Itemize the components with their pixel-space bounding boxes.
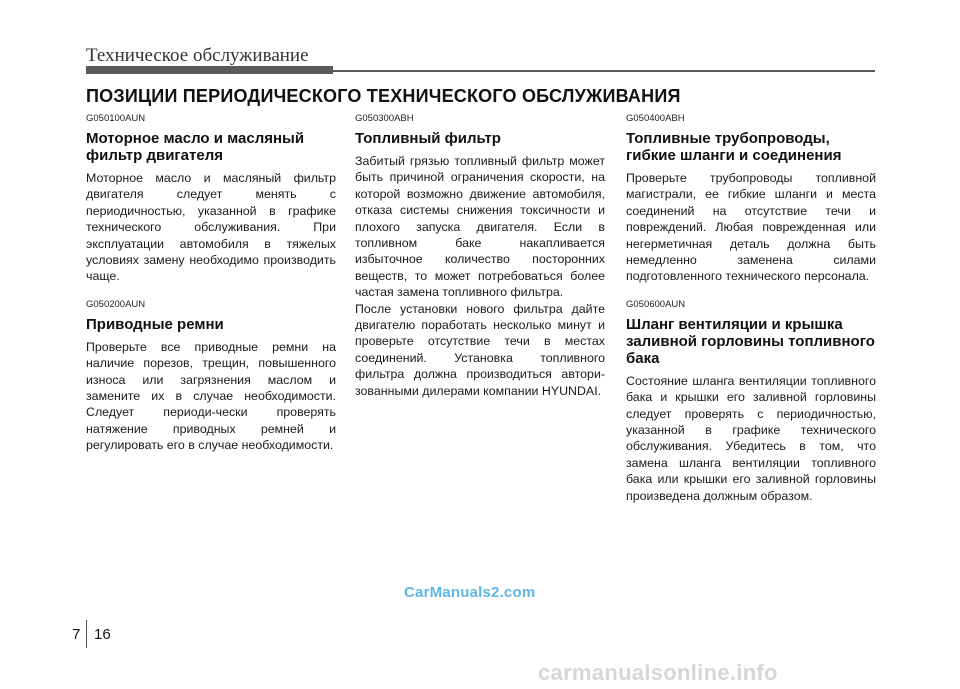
section-body: Моторное масло и масляный фильтр двигателя следует менять с периодичностью, указанной в графике технического обслуживания. При эксплуатации автомобиля в тяжелых условиях замену необходимо производить чаще.: [86, 171, 336, 284]
page-header-title: Техническое обслуживание: [86, 45, 309, 66]
section-code: G050300ABH: [355, 113, 414, 124]
header-rule-thin: [333, 70, 875, 72]
section-body: Проверьте трубопроводы топливной магистрали, ее гибкие шланги и места соединений на отсутствие течи и повреждений. Любая поврежденная или негерметичная деталь должна быть немедленно заменена силами подготовленного технического персонала.: [626, 171, 876, 284]
section-heading: Топливный фильтр: [355, 130, 501, 147]
section-heading: Шланг вентиляции и крышка заливной горловины топливного бака: [626, 315, 875, 367]
header-rule-thick: [86, 66, 333, 74]
column-2: [355, 113, 605, 399]
section-body: Состояние шланга вентиляции топливного бака и крышки его заливной горловины следует проверять с периодичностью, указанной в графике технического обслуживания. Убедитесь в том, что замена шланга вентиляции топливного бака или крышки его заливной горловины произведена должным образом.: [626, 373, 876, 503]
section-heading: Приводные ремни: [86, 315, 224, 333]
section-heading: Моторное масло и масляный фильтр двигателя: [86, 130, 305, 164]
section-code: G050600AUN: [626, 298, 686, 310]
page-number-divider: [86, 620, 87, 648]
watermark-carmanualsonline: carmanualsonline.info: [538, 660, 778, 685]
section-code: G050200AUN: [86, 298, 146, 310]
section-body: Проверьте все приводные ремни на наличие порезов, трещин, повышенного износа или загрязнения маслом и замените их в случае необходимости. Следует периоди-чески проверять натяжение приводных ремней и регулировать его в случае необходимости.: [86, 339, 336, 453]
section-body-continued: После установки нового фильтра дайте двигателю поработать несколько минут и проверьте отсутствие течи в местах соединений. Установка топливного фильтра должна производиться автори-зованными дилерами компании HYUNDAI.: [355, 301, 605, 398]
section-title: ПОЗИЦИИ ПЕРИОДИЧЕСКОГО ТЕХНИЧЕСКОГО ОБСЛУЖИВАНИЯ: [86, 86, 681, 106]
section-body: Забитый грязью топливный фильтр может быть причиной ограничения скорости, на которой возможно движение автомобиля, отказа системы снижения токсичности и плохого запуска двигателя. Если в топливном баке накапливается избыточное количество посторонних веществ, то может потребоваться более частая замена топливного фильтра.: [355, 154, 605, 300]
section-heading: Топливные трубопроводы, гибкие шланги и соединения: [626, 130, 842, 164]
section-code: G050400ABH: [626, 113, 685, 124]
watermark-carmanuals2[interactable]: CarManuals2.com: [404, 584, 536, 601]
section-code: G050100AUN: [86, 113, 146, 124]
column-3: [626, 113, 876, 504]
page-chapter-number: 7: [72, 626, 81, 643]
column-1: [86, 113, 336, 454]
page-number: 16: [94, 626, 111, 643]
